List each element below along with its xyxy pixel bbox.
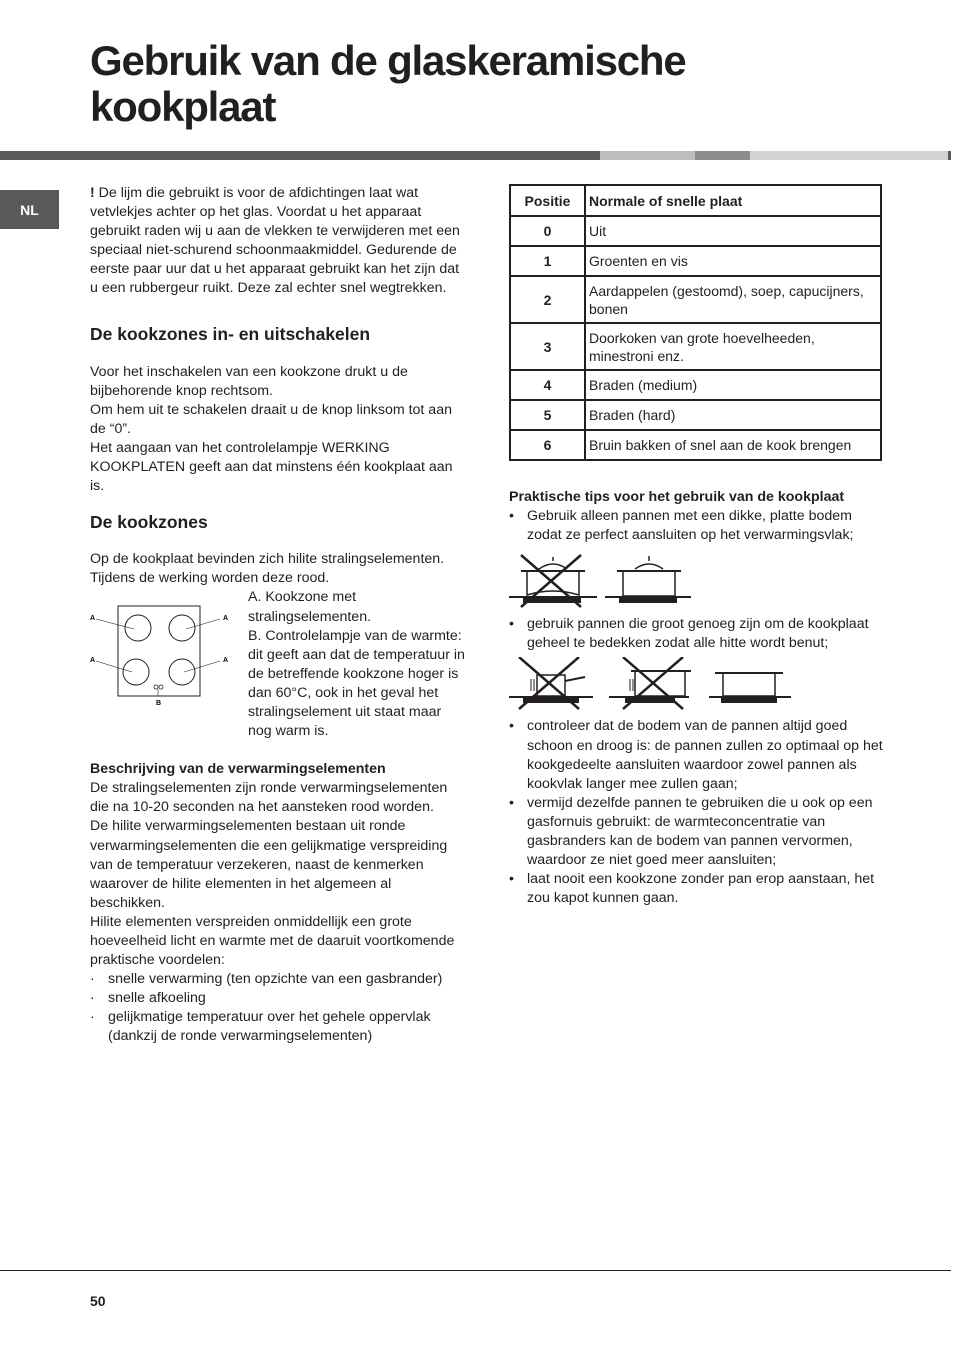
table-cell-description: Aardappelen (gestoomd), soep, capucijners, bonen (585, 276, 881, 323)
section-title-elements: Beschrijving van de verwarmingselementen (90, 761, 386, 778)
table-header-description: Normale of snelle plaat (585, 185, 881, 216)
pan-illustration-flat-bottom (509, 551, 883, 611)
language-tab: NL (0, 190, 59, 229)
label-a-3: A (90, 657, 96, 665)
right-column (509, 184, 883, 908)
table-row (510, 216, 881, 246)
table-header-row (510, 185, 881, 216)
correct-pan-icon (605, 556, 691, 603)
pan-size-svg (509, 657, 799, 713)
warning-lamp-1 (154, 685, 158, 689)
header-bar-light (600, 151, 695, 160)
page-title-line-2: kookplaat (90, 83, 276, 130)
header-bar-mid (695, 151, 750, 160)
pan-flat-bottom-svg (509, 551, 699, 611)
list-item: • Gebruik alleen pannen met een dikke, platte bodem zodat ze perfect aansluiten op het verwarmingsvlak; (509, 507, 883, 545)
wrong-pan-icon (509, 555, 597, 607)
leader-a-2 (186, 619, 220, 629)
label-a-1: A (90, 615, 96, 623)
correct-size-pan-icon (709, 673, 791, 703)
intro-text: De lijm die gebruikt is voor de afdichtingen laat wat vetvlekjes achter op het glas. Voordat u het apparaat gebruikt raden wij u aan de vlekken te verwijderen met een speciaal niet-schurend schoonmaakmiddel. Gedurende de eerste paar uur dat u het apparaat gebruikt kan het zijn dat u een rubbergeur ruikt. Deze zal echter snel wegtrekken. (90, 185, 460, 297)
warning-lamp-2 (159, 685, 163, 689)
hob-outline (118, 606, 200, 696)
table-cell-position: 5 (510, 400, 585, 430)
elements-paragraph-1: De stralingselementen zijn ronde verwarmingselementen die na 10-20 seconden na het aansteken rood worden. (90, 780, 448, 816)
leader-a-4 (184, 661, 220, 672)
hob-diagram (90, 592, 248, 712)
tips-list-2 (509, 615, 883, 653)
table-cell-description: Braden (hard) (585, 400, 881, 430)
switching-paragraph-1: Voor het inschakelen van een kookzone drukt u de bijbehorende knop rechtsom. (90, 363, 408, 399)
table-cell-description: Groenten en vis (585, 246, 881, 276)
table-row (510, 323, 881, 370)
cooking-zone-top-right (169, 615, 195, 641)
section-title-switching: De kookzones in- en uitschakelen (90, 323, 371, 344)
header-bar-dark (0, 151, 600, 160)
table-cell-description: Braden (medium) (585, 370, 881, 400)
switching-paragraph-3: Het aangaan van het controlelampje WERKING KOOKPLATEN geeft aan dat minstens één kookplaat aan is. (90, 439, 453, 495)
pan-illustration-size (509, 657, 883, 713)
cooking-zone-bottom-right (169, 659, 195, 685)
left-column (90, 184, 468, 1047)
label-a-2: A (223, 615, 229, 623)
page-title-line-1: Gebruik van de glaskeramische (90, 37, 686, 84)
list-item: • vermijd dezelfde pannen te gebruiken die u ook op een gasfornuis gebruikt: de warmteconcentratie van gasbranders kan de bodem van pannen vervormen, waardoor ze niet goed meer aansluiten; (509, 794, 883, 870)
cooking-zone-bottom-left (123, 659, 149, 685)
caption-a: A. Kookzone met stralingselementen. (248, 589, 372, 625)
footer-divider (0, 1270, 951, 1271)
table-row (510, 370, 881, 400)
table-row (510, 276, 881, 323)
table-row (510, 430, 881, 460)
zones-paragraph: Op de kookplaat bevinden zich hilite stralingselementen. Tijdens de werking worden deze rood. (90, 551, 445, 587)
table-cell-position: 2 (510, 276, 585, 323)
intro-paragraph (90, 184, 468, 299)
section-title-zones: De kookzones (90, 512, 208, 533)
small-pan-wrong-icon (509, 657, 593, 709)
caption-b: B. Controlelampje van de warmte: dit geeft aan dat de temperatuur in de betreffende kookzone hoger is dan 60°C, ook in het geval het stralingselement uit staat maar nog warm is. (248, 627, 465, 740)
tips-list-1 (509, 507, 883, 545)
header-bar-pale (750, 151, 948, 160)
elements-paragraph-2: De hilite verwarmingselementen bestaan uit ronde verwarmingselementen die een gelijkmatige verspreiding van de temperatuur verzekeren, naast de kenmerken waarover de hilite elementen in het algemeen al beschikken. (90, 818, 448, 911)
list-item: · snelle verwarming (ten opzichte van een gasbrander) (90, 970, 468, 989)
header-bar-end (948, 151, 951, 160)
table-cell-description: Uit (585, 216, 881, 246)
wide-pan-wrong-icon (609, 657, 691, 709)
tips-title: Praktische tips voor het gebruik van de kookplaat (509, 489, 845, 505)
table-header-position: Positie (510, 185, 585, 216)
table-cell-position: 4 (510, 370, 585, 400)
table-cell-position: 0 (510, 216, 585, 246)
table-row (510, 400, 881, 430)
list-item: • gebruik pannen die groot genoeg zijn om de kookplaat geheel te bedekken zodat alle hitte wordt benut; (509, 615, 883, 653)
leader-a-1 (96, 619, 134, 629)
table-cell-position: 6 (510, 430, 585, 460)
hob-diagram-svg (90, 592, 248, 710)
list-item: • controleer dat de bodem van de pannen altijd goed schoon en droog is: de pannen zullen zo optimaal op het kookgedeelte aansluiten waardoor zowel pannen als kookvlak langer mee zullen gaan; (509, 717, 883, 793)
page-title (90, 38, 890, 130)
elements-paragraph-3: Hilite elementen verspreiden onmiddellijk een grote hoeveelheid licht en warmte met de daaruit voortkomende praktische voordelen: (90, 913, 455, 969)
table-cell-description: Bruin bakken of snel aan de kook brengen (585, 430, 881, 460)
table-cell-position: 3 (510, 323, 585, 370)
advantages-list (90, 970, 468, 1046)
position-table (509, 184, 882, 461)
list-item: • laat nooit een kookzone zonder pan erop aanstaan, het zou kapot kunnen gaan. (509, 870, 883, 908)
list-item: · snelle afkoeling (90, 989, 468, 1008)
tips-list-3 (509, 717, 883, 908)
page-number: 50 (90, 1293, 106, 1309)
warning-mark: ! (90, 185, 95, 201)
label-a-4: A (223, 657, 229, 665)
cooking-zone-top-left (125, 615, 151, 641)
switching-paragraph-2: Om hem uit te schakelen draait u de knop linksom tot aan de “0”. (90, 401, 452, 437)
table-cell-position: 1 (510, 246, 585, 276)
table-cell-description: Doorkoken van grote hoevelheeden, minestroni enz. (585, 323, 881, 370)
list-item: · gelijkmatige temperatuur over het gehele oppervlak (dankzij de ronde verwarmingselementen) (90, 1008, 468, 1046)
table-row (510, 246, 881, 276)
label-b: B (156, 700, 162, 708)
